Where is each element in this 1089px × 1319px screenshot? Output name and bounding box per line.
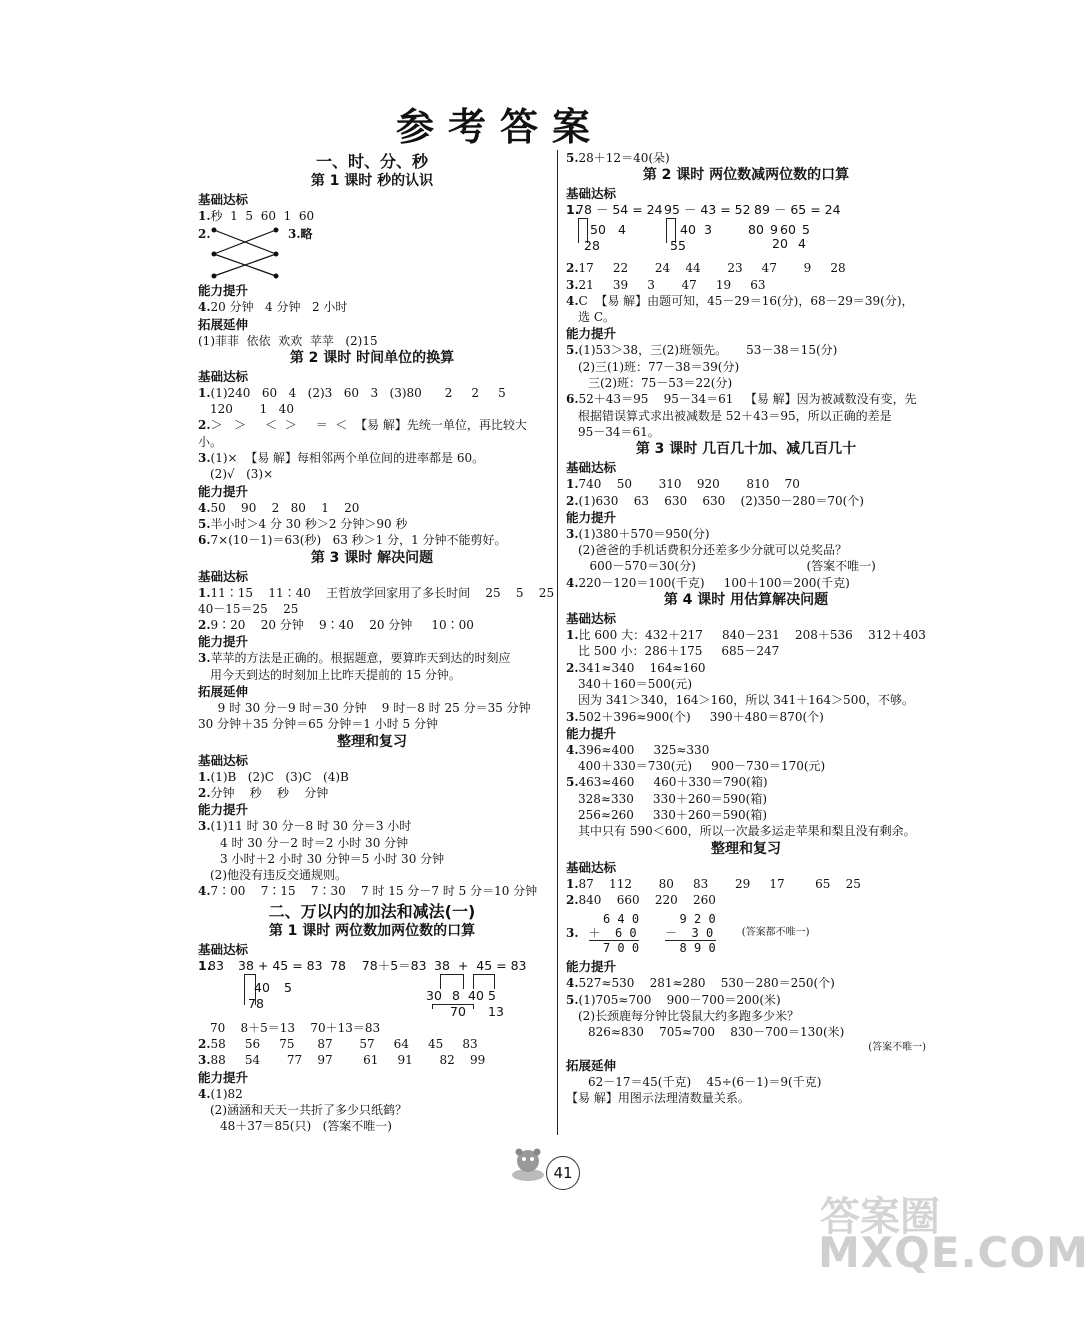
calc-number: 78 78＋5＝83 (330, 957, 427, 973)
answer-line (566, 758, 926, 774)
vertical-calc-row: 8 9 0 (665, 940, 716, 955)
calc-number: 5 (284, 979, 292, 995)
answer-text: 40－15＝25 25 (198, 601, 299, 616)
answer-line (198, 700, 546, 716)
question-number: 1. (198, 209, 211, 223)
answer-line (566, 1024, 926, 1040)
answer-line (566, 542, 926, 558)
question-number: 5. (566, 151, 579, 165)
question-number: 3. (198, 819, 211, 834)
question-number: 4. (566, 742, 579, 757)
lesson-heading: 整理和复习 (337, 733, 407, 750)
question-number: 4. (566, 976, 579, 991)
calc-number: 5 (802, 222, 810, 238)
page-number: 41 (546, 1156, 580, 1190)
matching-dot (274, 228, 279, 233)
answer-line (198, 500, 546, 516)
answer-line (566, 876, 926, 892)
vertical-calc-row: 7 0 0 (588, 940, 640, 955)
calc-number: 78 (248, 995, 264, 1011)
watermark-logo: 答案圈 (820, 1194, 940, 1240)
answer-line (198, 883, 546, 899)
answer-line (566, 1090, 926, 1106)
watermark: MXQE.COM (818, 1228, 1089, 1277)
right-column (566, 150, 926, 1106)
question-number: 1. (198, 769, 211, 784)
lesson-heading: 第 2 课时 两位数减两位数的口算 (642, 167, 850, 184)
answer-line (198, 333, 546, 349)
calc-number: 70 (450, 1003, 466, 1019)
section-heading: 拓展延伸 (198, 684, 249, 700)
vertical-calc-row: ＋ 6 0 (588, 925, 637, 940)
lesson-heading: 第 1 课时 两位数加两位数的口算 (268, 922, 476, 939)
vertical-calc (566, 908, 926, 958)
answer-line (566, 692, 926, 708)
question-number: 2. (566, 892, 579, 907)
question-number: 1. (198, 957, 212, 973)
answer-text: 比 600 大：432＋217 840－231 208＋536 312＋403 (578, 628, 926, 643)
answer-line (566, 526, 926, 542)
answer-line (198, 450, 546, 466)
answer-line (566, 150, 926, 166)
vertical-calc-column (665, 912, 716, 955)
answer-line (198, 851, 546, 867)
column-divider (557, 150, 558, 1135)
matching-dot (212, 228, 217, 233)
answer-line (566, 277, 926, 293)
answer-text: 7∶00 7∶15 7∶30 7 时 15 分－7 时 5 分＝10 分钟 (210, 884, 538, 899)
question-number: 4. (198, 1086, 211, 1101)
answer-line (566, 476, 926, 492)
calc-number: 30 (426, 987, 442, 1003)
answer-line (198, 208, 546, 224)
lesson-heading: 第 3 课时 解决问题 (310, 549, 434, 566)
section-heading: 能力提升 (566, 725, 617, 741)
section-heading: 能力提升 (566, 326, 617, 342)
section-heading: 基础达标 (566, 460, 617, 476)
answer-text: 220－120＝100(千克) 100＋100＝200(千克) (578, 575, 850, 590)
section-heading: 基础达标 (198, 192, 249, 207)
unit-heading: 一、时、分、秒 (315, 152, 428, 171)
calc-number: 55 (670, 238, 686, 254)
section-heading: 基础达标 (198, 568, 249, 584)
calc-bracket (473, 974, 495, 989)
question-number: 1. (198, 585, 211, 600)
answer-line (198, 434, 546, 450)
question-number: 6. (198, 533, 211, 548)
calc-number: 50 (590, 222, 606, 238)
question-number: 2. (566, 660, 579, 675)
calc-number: 89 － 65 = 24 (754, 202, 841, 218)
vertical-calc-row: 6 4 0 (588, 911, 640, 926)
page-title: 参考答案 (395, 105, 604, 149)
calc-number: 13 (488, 1003, 504, 1019)
answer-text: 502＋396≈900(个) 390＋480＝870(个) (578, 709, 824, 724)
question-number: 1. (566, 202, 580, 218)
answer-text: 88 54 77 97 61 91 82 99 (210, 1053, 486, 1068)
answer-text: 分钟 秒 秒 分钟 (210, 785, 329, 800)
answer-text: 9∶20 20 分钟 9∶40 20 分钟 10∶00 (210, 618, 474, 633)
answer-text: 396≈400 325≈330 (578, 742, 710, 757)
answer-text: (1)× 【易 解】每相邻两个单位间的进率都是 60。 (210, 451, 485, 466)
oral-calc-diagram (198, 958, 546, 1020)
question-number: 1. (198, 385, 211, 400)
vertical-calc-row: 9 2 0 (665, 911, 716, 926)
unit-heading: 二、万以内的加法和减法(一) (268, 901, 476, 921)
calc-number: 78 － 54 = 24 (576, 202, 663, 218)
answer-text: 小。 (198, 434, 223, 449)
answer-text: 28＋12＝40(朵) (578, 151, 670, 165)
answer-line (198, 650, 546, 666)
answer-text: (2)涵涵和天天一共折了多少只纸鹤？ (210, 1102, 407, 1117)
section-heading: 能力提升 (566, 959, 617, 975)
answer-text: 其中只有 590＜600，所以一次最多运走苹果和梨且没有剩余。 (578, 824, 916, 839)
answer-text: 秒 1 5 60 1 60 (210, 209, 315, 223)
answer-line (198, 601, 546, 617)
answer-line (566, 408, 926, 424)
answer-line (566, 643, 926, 659)
question-number: 2. (198, 785, 211, 800)
answer-text: (2)长颈鹿每分钟比袋鼠大约多跑多少米？ (578, 1008, 799, 1023)
question-number: 5. (566, 343, 579, 358)
question-number: 4. (566, 575, 579, 590)
section-heading: 能力提升 (198, 283, 249, 299)
calc-number: 38 + 45 = 83 (238, 957, 323, 973)
answer-text: 3.略 (288, 227, 313, 242)
calc-number: 4 (618, 222, 626, 238)
answer-line (198, 385, 546, 401)
answer-text: 21 39 3 47 19 63 (578, 277, 766, 292)
question-number: 3. (566, 526, 579, 541)
answer-text: 120 1 40 (210, 402, 294, 417)
answer-line (566, 1008, 926, 1024)
calc-number: 38 + 45 = 83 (434, 957, 527, 973)
answer-line (566, 992, 926, 1008)
question-number: 3. (566, 709, 579, 724)
answer-text: 62－17＝45(千克) 45÷(6－1)＝9(千克) (588, 1074, 822, 1089)
question-number: 3. (566, 926, 579, 941)
answer-text: 30 分钟＋35 分钟＝65 分钟＝1 小时 5 分钟 (198, 717, 438, 732)
answer-line (198, 1118, 546, 1134)
lesson-heading: 整理和复习 (711, 840, 781, 857)
answer-line (566, 774, 926, 790)
answer-line (566, 660, 926, 676)
answer-text: 11∶15 11∶40 王哲放学回家用了多长时间 25 5 25 (210, 585, 555, 600)
answer-line (566, 375, 926, 391)
calc-number: 5 (488, 987, 496, 1003)
question-number: 3. (198, 451, 211, 466)
question-number: 4. (198, 300, 211, 315)
answer-text: 740 50 310 920 810 70 (578, 477, 800, 492)
answer-text: 因为 341＞340，164＞160，所以 341＋164＞500，不够。 (578, 693, 914, 708)
answer-text: (1)82 (210, 1086, 243, 1101)
question-number: 6. (566, 392, 579, 407)
answer-text: 341≈340 164≈160 (578, 660, 706, 675)
answer-text: (1)630 63 630 630 (2)350－280＝70(个) (578, 493, 864, 508)
section-heading: 基础达标 (198, 941, 249, 957)
answer-line (566, 558, 926, 574)
answer-text: 9 时 30 分－9 时＝30 分钟 9 时－8 时 25 分＝35 分钟 (210, 701, 531, 716)
question-number: 4. (198, 884, 211, 899)
answer-line (566, 791, 926, 807)
question-number: 4. (198, 500, 211, 515)
answer-line (566, 975, 926, 991)
answer-text: (1)380＋570＝950(分) (578, 526, 710, 541)
answer-text: 半小时＞4 分 30 秒＞2 分钟＞90 秒 (210, 516, 408, 531)
answer-text: 840 660 220 260 (578, 892, 716, 907)
answer-line (198, 417, 546, 433)
vertical-calc-column (589, 912, 640, 955)
question-number: 3. (198, 651, 211, 666)
vertical-calc-row: － 3 0 (665, 925, 714, 940)
answer-line (566, 823, 926, 839)
answer-text: (1)240 60 4 (2)3 60 3 (3)80 2 2 5 (210, 385, 506, 400)
matching-dot (274, 274, 279, 279)
answer-line (566, 742, 926, 758)
answer-line (566, 391, 926, 407)
answer-text: 三(2)班：75－53＝22(分) (588, 376, 733, 391)
question-number: 5. (198, 516, 211, 531)
lesson-heading: 第 3 课时 几百几十加、减几百几十 (635, 441, 857, 458)
answer-text: (1)11 时 30 分－8 时 30 分＝3 小时 (210, 819, 412, 834)
calc-number: 80 (748, 222, 764, 238)
answer-text: 527≈530 281≈280 530－280＝250(个) (578, 976, 835, 991)
answer-text: 比 500 小：286＋175 685－247 (578, 644, 780, 659)
answer-line (198, 1102, 546, 1118)
answer-text: 用今天到达的时刻加上比昨天提前的 15 分钟。 (210, 667, 461, 682)
question-number: 2. (566, 261, 579, 276)
section-heading: 基础达标 (198, 752, 249, 768)
oral-calc-diagram (566, 202, 926, 260)
answer-line (198, 785, 546, 801)
calc-number: 3 (704, 222, 712, 238)
answer-text: (2)爸爸的手机话费积分还差多少分就可以兑奖品？ (578, 543, 847, 558)
calc-number: 20 (772, 236, 788, 252)
answer-line (198, 299, 546, 315)
answer-line (566, 627, 926, 643)
question-number: 3. (198, 1053, 211, 1068)
answer-line (198, 585, 555, 601)
answer-text: 选 C。 (578, 310, 615, 325)
answer-line (198, 818, 546, 834)
answer-line (566, 709, 926, 725)
answer-line (566, 807, 926, 823)
answer-text: (1)菲菲 依依 欢欢 苹苹 (2)15 (198, 333, 378, 348)
answer-text: 7×(10－1)＝63(秒) 63 秒＞1 分，1 分钟不能剪好。 (210, 533, 507, 548)
answer-line (566, 359, 926, 375)
answer-text: 463≈460 460＋330＝790(箱) (578, 775, 768, 790)
question-number: 3. (566, 277, 579, 292)
answer-text: (2)三(1)班：77－38＝39(分) (578, 359, 740, 374)
answer-text: 苹苹的方法是正确的。根据题意，要算昨天到达的时刻应 (210, 651, 511, 666)
section-heading: 能力提升 (198, 802, 249, 818)
answer-text: (1)705≈700 900－700＝200(米) (578, 992, 781, 1007)
matching-dot (212, 274, 217, 279)
answer-note: (答案不唯一) (868, 1042, 926, 1054)
answer-text: 340＋160＝500(元) (578, 676, 693, 691)
answer-note: (答案都不唯一) (741, 927, 810, 939)
answer-line (198, 532, 546, 548)
answer-text: 52＋43＝95 95－34＝61 【易 解】因为被减数没有变，先 (578, 392, 917, 407)
calc-number: 60 (780, 222, 796, 238)
question-number: 5. (566, 775, 579, 790)
answer-text: 4 时 30 分－2 时＝2 小时 30 分钟 (220, 835, 409, 850)
calc-number: 8 (452, 987, 460, 1003)
answer-text: 826≈830 705≈700 830－700＝130(米) (588, 1025, 845, 1040)
calc-number: 40 (680, 222, 696, 238)
section-heading: 基础达标 (198, 368, 249, 384)
answer-line (198, 617, 546, 633)
answer-text: 328≈330 330＋260＝590(箱) (578, 791, 768, 806)
answer-text: 48＋37＝85(只) (答案不唯一) (220, 1119, 392, 1134)
section-heading: 能力提升 (198, 483, 249, 499)
answer-line (566, 892, 926, 908)
answer-line (198, 1052, 546, 1068)
question-number: 2. (566, 493, 579, 508)
answer-line (198, 516, 546, 532)
answer-text: 3 小时＋2 小时 30 分钟＝5 小时 30 分钟 (220, 851, 445, 866)
matching-dot (212, 252, 217, 257)
question-number: 2. (198, 1037, 211, 1052)
matching-answer (198, 224, 546, 282)
section-heading: 拓展延伸 (566, 1057, 617, 1073)
section-heading: 能力提升 (198, 1069, 249, 1085)
calc-number: 83 (208, 957, 224, 973)
calc-number: 40 (468, 987, 484, 1003)
answer-line (566, 309, 926, 325)
answer-line (198, 1086, 546, 1102)
question-number: 2. (198, 618, 211, 633)
question-number: 4. (566, 293, 579, 308)
mascot-icon (508, 1145, 548, 1185)
answer-text: (2)√ (3)× (210, 467, 274, 482)
matching-dot (274, 252, 279, 257)
answer-text: 95－34＝61。 (578, 424, 660, 439)
question-number: 1. (566, 628, 579, 643)
answer-line (198, 716, 546, 732)
answer-line (566, 1074, 926, 1090)
calc-number: 95 － 43 = 52 (664, 202, 751, 218)
answer-line (566, 493, 926, 509)
answer-line (566, 424, 926, 440)
calc-bracket (440, 974, 464, 989)
answer-text: ＞ ＞ ＜ ＞ ＝ ＜ 【易 解】先统一单位，再比较大 (210, 418, 527, 433)
answer-line (566, 342, 926, 358)
left-column (198, 150, 555, 1135)
answer-text: 600－570＝30(分) (答案不唯一) (578, 559, 876, 574)
answer-line (198, 1036, 546, 1052)
question-number: 1. (566, 477, 579, 492)
answer-text: 根据错误算式求出被减数是 52＋43＝95，所以正确的差是 (578, 408, 892, 423)
answer-line (566, 260, 926, 276)
section-heading: 基础达标 (566, 186, 617, 202)
answer-text: 58 56 75 87 57 64 45 83 (210, 1037, 478, 1052)
section-heading: 基础达标 (566, 611, 617, 627)
answer-text: 70 8＋5＝13 70＋13＝83 (210, 1020, 381, 1035)
answer-text: (1)B (2)C (3)C (4)B (210, 769, 349, 784)
answer-text: C 【易 解】由题可知，45－29＝16(分)，68－29＝39(分)， (578, 293, 914, 308)
section-heading: 拓展延伸 (198, 316, 249, 332)
answer-line (198, 769, 546, 785)
answer-text: 400＋330＝730(元) 900－730＝170(元) (578, 759, 826, 774)
lesson-heading: 第 4 课时 用估算解决问题 (663, 592, 829, 609)
answer-line (566, 575, 926, 591)
calc-number: 40 (254, 979, 270, 995)
answer-text: 【易 解】用图示法理清数量关系。 (566, 1090, 750, 1105)
question-number: 1. (566, 876, 579, 891)
answer-text: (2)他没有违反交通规则。 (210, 868, 347, 883)
calc-number: 28 (584, 238, 600, 254)
answer-text: 20 分钟 4 分钟 2 小时 (210, 300, 348, 315)
answer-text: (1)53＞38，三(2)班领先。 53－38＝15(分) (578, 343, 838, 358)
answer-line (198, 667, 546, 683)
section-heading: 能力提升 (566, 509, 617, 525)
answer-text: 50 90 2 80 1 20 (210, 500, 360, 515)
answer-line (566, 676, 926, 692)
answer-line (198, 466, 546, 482)
answer-text: 17 22 24 44 23 47 9 28 (578, 261, 846, 276)
answer-text: 87 112 80 83 29 17 65 25 (578, 876, 861, 891)
question-number: 5. (566, 992, 579, 1007)
answer-text: 256≈260 330＋260＝590(箱) (578, 808, 768, 823)
calc-number: 9 (770, 222, 778, 238)
lesson-heading: 第 1 课时 秒的认识 (310, 173, 434, 189)
lesson-heading: 第 2 课时 时间单位的换算 (289, 349, 455, 366)
section-heading: 能力提升 (198, 634, 249, 650)
question-number: 2. (198, 227, 211, 242)
section-heading: 基础达标 (566, 859, 617, 875)
question-number: 2. (198, 418, 211, 433)
answer-line (566, 293, 926, 309)
answer-line (198, 867, 546, 883)
answer-line (198, 835, 546, 851)
matching-lines-diagram (210, 224, 280, 280)
answer-line (198, 401, 546, 417)
calc-number: 4 (798, 236, 806, 252)
answer-line (198, 1020, 546, 1036)
